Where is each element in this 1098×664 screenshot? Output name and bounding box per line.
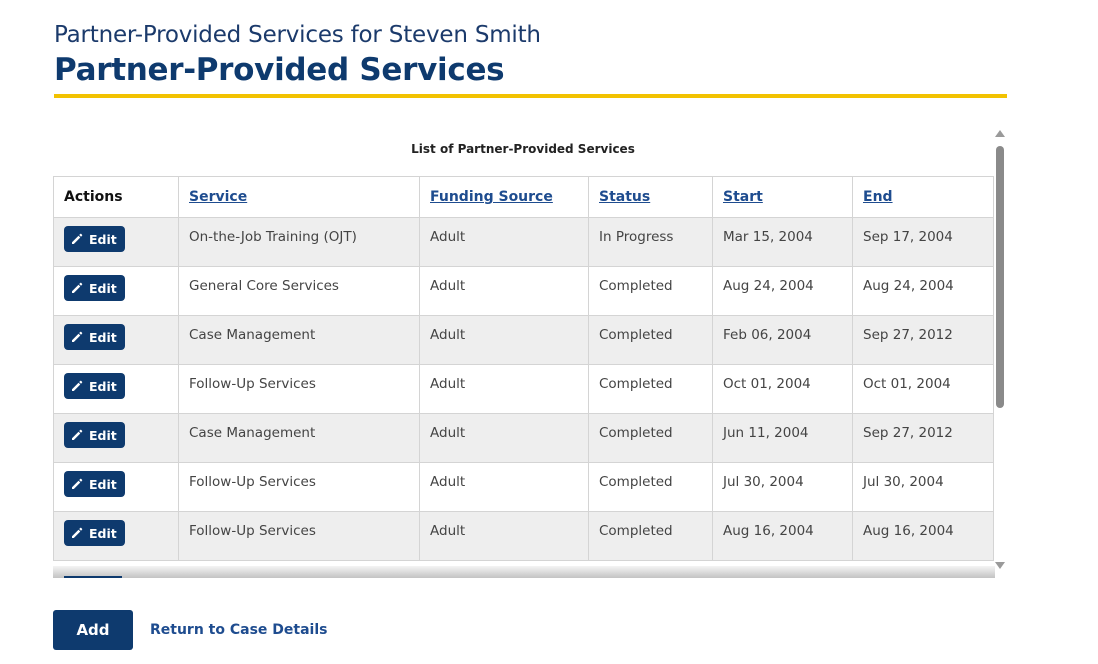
table-bottom-fade <box>53 566 995 578</box>
status-cell: Completed <box>589 365 713 414</box>
funding-source-cell: Adult <box>420 414 589 463</box>
edit-button-label: Edit <box>89 280 117 296</box>
end-cell: Aug 16, 2004 <box>853 512 994 561</box>
end-cell: Jul 30, 2004 <box>853 463 994 512</box>
table-row <box>54 316 994 365</box>
start-cell: Aug 16, 2004 <box>713 512 853 561</box>
actions-cell <box>54 463 179 512</box>
return-to-case-details-link[interactable]: Return to Case Details <box>150 622 328 638</box>
start-cell: Feb 06, 2004 <box>713 316 853 365</box>
services-table-region[interactable] <box>53 126 1008 578</box>
column-header-service <box>179 177 420 218</box>
actions-cell <box>54 316 179 365</box>
service-cell: Case Management <box>179 414 420 463</box>
scrollbar-thumb[interactable] <box>996 146 1004 408</box>
funding-source-cell: Adult <box>420 463 589 512</box>
actions-cell <box>54 218 179 267</box>
funding-source-cell: Adult <box>420 365 589 414</box>
services-table <box>53 176 994 561</box>
status-cell: Completed <box>589 267 713 316</box>
pencil-icon <box>71 429 83 441</box>
edit-button[interactable] <box>64 226 125 252</box>
service-cell: Follow-Up Services <box>179 512 420 561</box>
status-cell: Completed <box>589 414 713 463</box>
sort-by-status-link[interactable]: Status <box>599 189 651 205</box>
actions-cell <box>54 414 179 463</box>
edit-button-label: Edit <box>89 231 117 247</box>
page-title: Partner-Provided Services <box>54 52 505 88</box>
end-cell: Sep 27, 2012 <box>853 414 994 463</box>
status-cell: Completed <box>589 512 713 561</box>
edit-button[interactable] <box>64 373 125 399</box>
end-cell: Sep 17, 2004 <box>853 218 994 267</box>
status-cell: In Progress <box>589 218 713 267</box>
scroll-down-arrow-icon[interactable] <box>995 562 1005 569</box>
table-row <box>54 512 994 561</box>
edit-button-label: Edit <box>89 476 117 492</box>
sort-by-service-link[interactable]: Service <box>189 189 248 205</box>
funding-source-cell: Adult <box>420 267 589 316</box>
edit-button-label: Edit <box>89 525 117 541</box>
funding-source-cell: Adult <box>420 512 589 561</box>
status-cell: Completed <box>589 316 713 365</box>
page-subtitle: Partner-Provided Services for Steven Smith <box>54 22 541 48</box>
sort-by-end-link[interactable]: End <box>863 189 893 205</box>
end-cell: Sep 27, 2012 <box>853 316 994 365</box>
pencil-icon <box>71 282 83 294</box>
status-cell: Completed <box>589 463 713 512</box>
sort-by-funding-source-link[interactable]: Funding Source <box>430 189 553 205</box>
end-cell: Aug 24, 2004 <box>853 267 994 316</box>
actions-cell <box>54 512 179 561</box>
scroll-up-arrow-icon[interactable] <box>995 130 1005 137</box>
column-header-funding-source <box>420 177 589 218</box>
service-cell: On-the-Job Training (OJT) <box>179 218 420 267</box>
edit-button[interactable] <box>64 422 125 448</box>
edit-button[interactable] <box>64 324 125 350</box>
pencil-icon <box>71 233 83 245</box>
add-button[interactable]: Add <box>53 610 133 650</box>
sort-by-start-link[interactable]: Start <box>723 189 763 205</box>
table-header-row <box>54 177 994 218</box>
funding-source-cell: Adult <box>420 218 589 267</box>
table-row <box>54 365 994 414</box>
pencil-icon <box>71 331 83 343</box>
title-underline <box>54 94 1007 98</box>
edit-button[interactable] <box>64 275 125 301</box>
service-cell: General Core Services <box>179 267 420 316</box>
table-row <box>54 463 994 512</box>
partial-edit-button <box>64 576 122 578</box>
pencil-icon <box>71 527 83 539</box>
vertical-scrollbar[interactable] <box>995 128 1007 574</box>
table-row <box>54 267 994 316</box>
edit-button[interactable] <box>64 471 125 497</box>
service-cell: Follow-Up Services <box>179 463 420 512</box>
edit-button[interactable] <box>64 520 125 546</box>
start-cell: Jul 30, 2004 <box>713 463 853 512</box>
edit-button-label: Edit <box>89 427 117 443</box>
service-cell: Case Management <box>179 316 420 365</box>
column-header-end <box>853 177 994 218</box>
actions-cell <box>54 365 179 414</box>
start-cell: Aug 24, 2004 <box>713 267 853 316</box>
start-cell: Jun 11, 2004 <box>713 414 853 463</box>
service-cell: Follow-Up Services <box>179 365 420 414</box>
pencil-icon <box>71 380 83 392</box>
column-header-start <box>713 177 853 218</box>
start-cell: Oct 01, 2004 <box>713 365 853 414</box>
table-row <box>54 414 994 463</box>
actions-cell <box>54 267 179 316</box>
column-header-status <box>589 177 713 218</box>
funding-source-cell: Adult <box>420 316 589 365</box>
table-caption: List of Partner-Provided Services <box>411 142 635 156</box>
column-header-actions: Actions <box>54 177 179 218</box>
table-row <box>54 218 994 267</box>
edit-button-label: Edit <box>89 329 117 345</box>
end-cell: Oct 01, 2004 <box>853 365 994 414</box>
pencil-icon <box>71 478 83 490</box>
edit-button-label: Edit <box>89 378 117 394</box>
start-cell: Mar 15, 2004 <box>713 218 853 267</box>
